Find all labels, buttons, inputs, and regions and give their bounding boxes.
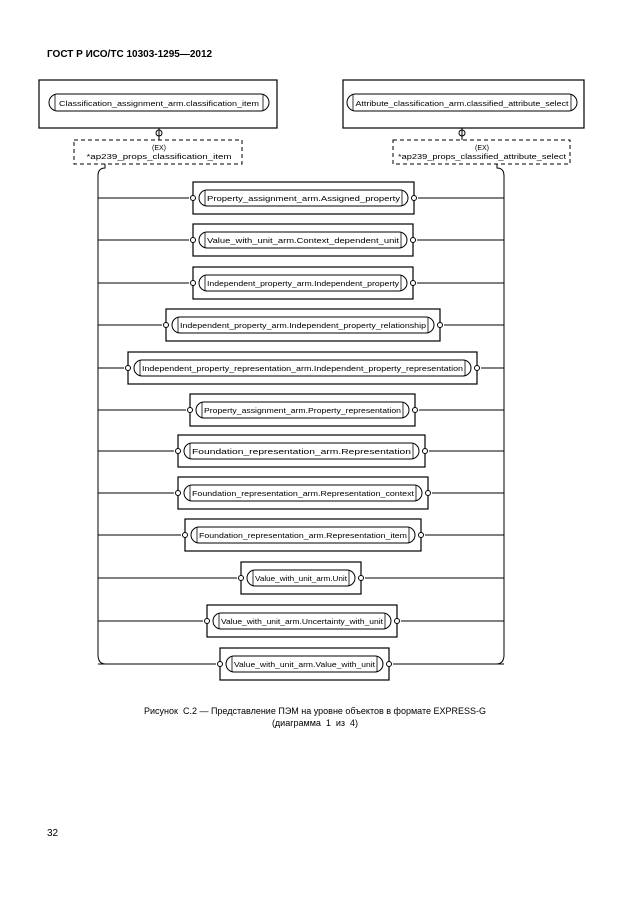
- top-box-label: Attribute_classification_arm.classified_attribute_select: [355, 99, 569, 108]
- caption-line-2: (диаграмма 1 из 4): [271, 718, 359, 728]
- entity-row: [98, 182, 504, 214]
- entity-label: Foundation_representation_arm.Representation_item: [199, 531, 407, 540]
- entity-label: Value_with_unit_arm.Value_with_unit: [234, 660, 375, 669]
- entity-row: [98, 309, 504, 341]
- relation-circle: [426, 491, 431, 496]
- relation-circle: [423, 449, 428, 454]
- entity-row: [98, 224, 504, 256]
- relation-circle: [164, 323, 169, 328]
- entity-row: [98, 394, 504, 426]
- figure-caption: [0, 705, 630, 729]
- reference-code: (EX): [152, 145, 166, 152]
- entity-row: [98, 435, 504, 467]
- relation-circle: [475, 366, 480, 371]
- entity-rows: [98, 182, 504, 680]
- page-number: 32: [47, 828, 59, 839]
- relation-circle: [395, 619, 400, 624]
- entity-label: Value_with_unit_arm.Context_dependent_unit: [207, 236, 399, 245]
- caption-line-1: Рисунок С.2 — Представление ПЭМ на уровне объектов в формате EXPRESS-G: [144, 706, 486, 716]
- relation-circle: [411, 238, 416, 243]
- relation-circle: [239, 576, 244, 581]
- entity-label: Foundation_representation_arm.Representation: [192, 447, 411, 456]
- top-box-classified-attribute-select: [343, 80, 584, 128]
- entity-row: [98, 605, 504, 637]
- relation-circle: [218, 662, 223, 667]
- relation-circle: [183, 533, 188, 538]
- entity-label: Independent_property_representation_arm.Independent_property_representation: [142, 364, 463, 373]
- relation-circle: [387, 662, 392, 667]
- entity-row: [98, 648, 504, 680]
- reference-label: *ap239_props_classification_item: [86, 154, 232, 161]
- relation-circle: [176, 449, 181, 454]
- entity-label: Property_assignment_arm.Assigned_property: [207, 194, 401, 203]
- entity-row: [98, 477, 504, 509]
- relation-circle: [191, 196, 196, 201]
- relation-circle: [191, 281, 196, 286]
- entity-label: Property_assignment_arm.Property_representation: [204, 406, 401, 415]
- relation-circle: [188, 408, 193, 413]
- entity-label: Foundation_representation_arm.Representation_context: [192, 489, 414, 498]
- reference-box-classified-attribute-select: [393, 140, 570, 164]
- top-box-label: Classification_assignment_arm.classification_item: [59, 99, 259, 108]
- relation-circle: [176, 491, 181, 496]
- entity-label: Independent_property_arm.Independent_property: [207, 279, 400, 288]
- reference-code: (EX): [475, 145, 489, 152]
- relation-circle: [359, 576, 364, 581]
- entity-row: [98, 352, 504, 384]
- entity-label: Value_with_unit_arm.Uncertainty_with_unit: [221, 617, 383, 626]
- relation-circle: [419, 533, 424, 538]
- entity-label: Independent_property_arm.Independent_property_relationship: [180, 321, 426, 330]
- document-header: ГОСТ Р ИСО/ТС 10303-1295—2012: [47, 49, 213, 60]
- reference-box-classification-item: [74, 140, 242, 164]
- relation-circle: [126, 366, 131, 371]
- relation-circle: [411, 281, 416, 286]
- entity-row: [98, 267, 504, 299]
- entity-row: [98, 562, 504, 594]
- relation-circle: [191, 238, 196, 243]
- relation-circle: [412, 196, 417, 201]
- entity-label: Value_with_unit_arm.Unit: [255, 574, 347, 583]
- reference-label: *ap239_props_classified_attribute_select: [398, 154, 567, 161]
- relation-circle: [205, 619, 210, 624]
- relation-circle: [413, 408, 418, 413]
- top-box-classification-item: [39, 80, 277, 128]
- entity-row: [98, 519, 504, 551]
- relation-circle: [438, 323, 443, 328]
